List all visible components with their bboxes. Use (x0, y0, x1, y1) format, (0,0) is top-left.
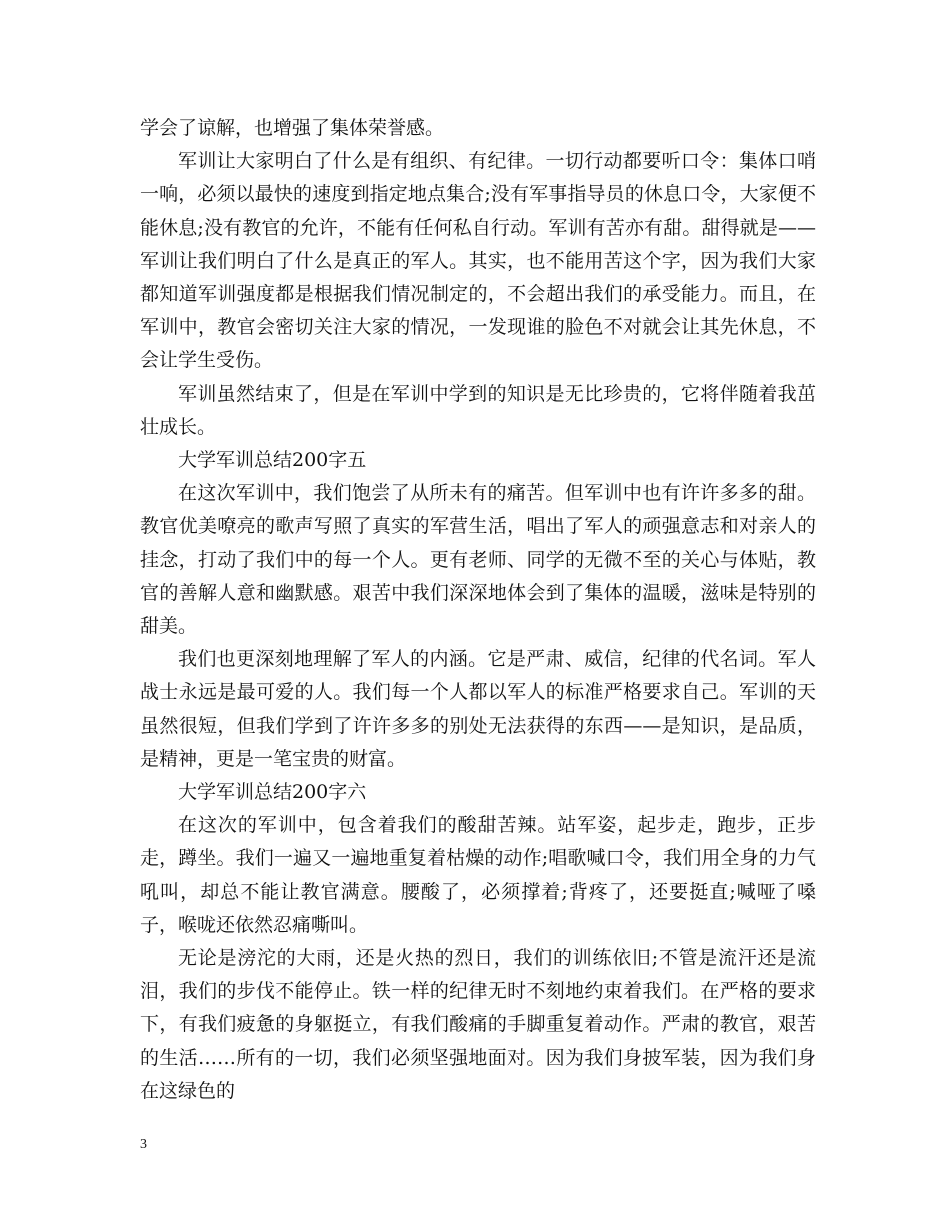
paragraph: 我们也更深刻地理解了军人的内涵。它是严肃、威信，纪律的代名词。军人战士永远是最可爱的人。我们每一个人都以军人的标准严格要求自己。军训的天虽然很短，但我们学到了许许多多的别处无法获得的东西——是知识，是品质，是精神，更是一笔宝贵的财富。 (140, 648, 816, 770)
document-body (140, 112, 816, 1108)
paragraph: 在这次军训中，我们饱尝了从所未有的痛苦。但军训中也有许许多多的甜。教官优美嘹亮的歌声写照了真实的军营生活，唱出了军人的顽强意志和对亲人的挂念，打动了我们中的每一个人。更有老师、同学的无微不至的关心与体贴，教官的善解人意和幽默感。艰苦中我们深深地体会到了集体的温暖，滋味是特别的甜美。 (140, 482, 816, 638)
paragraph-continued: 学会了谅解，也增强了集体荣誉感。 (140, 117, 445, 139)
section-heading: 大学军训总结200字五 (178, 449, 367, 472)
paragraph: 无论是滂沱的大雨，还是火热的烈日，我们的训练依旧;不管是流汗还是流泪，我们的步伐不能停止。铁一样的纪律无时不刻地约束着我们。在严格的要求下，有我们疲惫的身躯挺立，有我们酸痛的手脚重复着动作。严肃的教官，艰苦的生活……所有的一切，我们必须坚强地面对。因为我们身披军装，因为我们身在这绿色的 (140, 947, 816, 1102)
section-heading: 大学军训总结200字六 (178, 781, 367, 804)
paragraph: 军训虽然结束了，但是在军训中学到的知识是无比珍贵的，它将伴随着我茁壮成长。 (140, 382, 816, 438)
paragraph: 在这次的军训中，包含着我们的酸甜苦辣。站军姿，起步走，跑步，正步走，蹲坐。我们一遍又一遍地重复着枯燥的动作;唱歌喊口令，我们用全身的力气吼叫，却总不能让教官满意。腰酸了，必须撑着;背疼了，还要挺直;喊哑了嗓子，喉咙还依然忍痛嘶叫。 (140, 814, 816, 936)
paragraph: 军训让大家明白了什么是有组织、有纪律。一切行动都要听口令：集体口哨一响，必须以最快的速度到指定地点集合;没有军事指导员的休息口令，大家便不能休息;没有教官的允许，不能有任何私自行动。军训有苦亦有甜。甜得就是——军训让我们明白了什么是真正的军人。其实，也不能用苦这个字，因为我们大家都知道军训强度都是根据我们情况制定的，不会超出我们的承受能力。而且，在军训中，教官会密切关注大家的情况，一发现谁的脸色不对就会让其先休息，不会让学生受伤。 (140, 150, 816, 372)
page-number: 3 (140, 1137, 147, 1152)
